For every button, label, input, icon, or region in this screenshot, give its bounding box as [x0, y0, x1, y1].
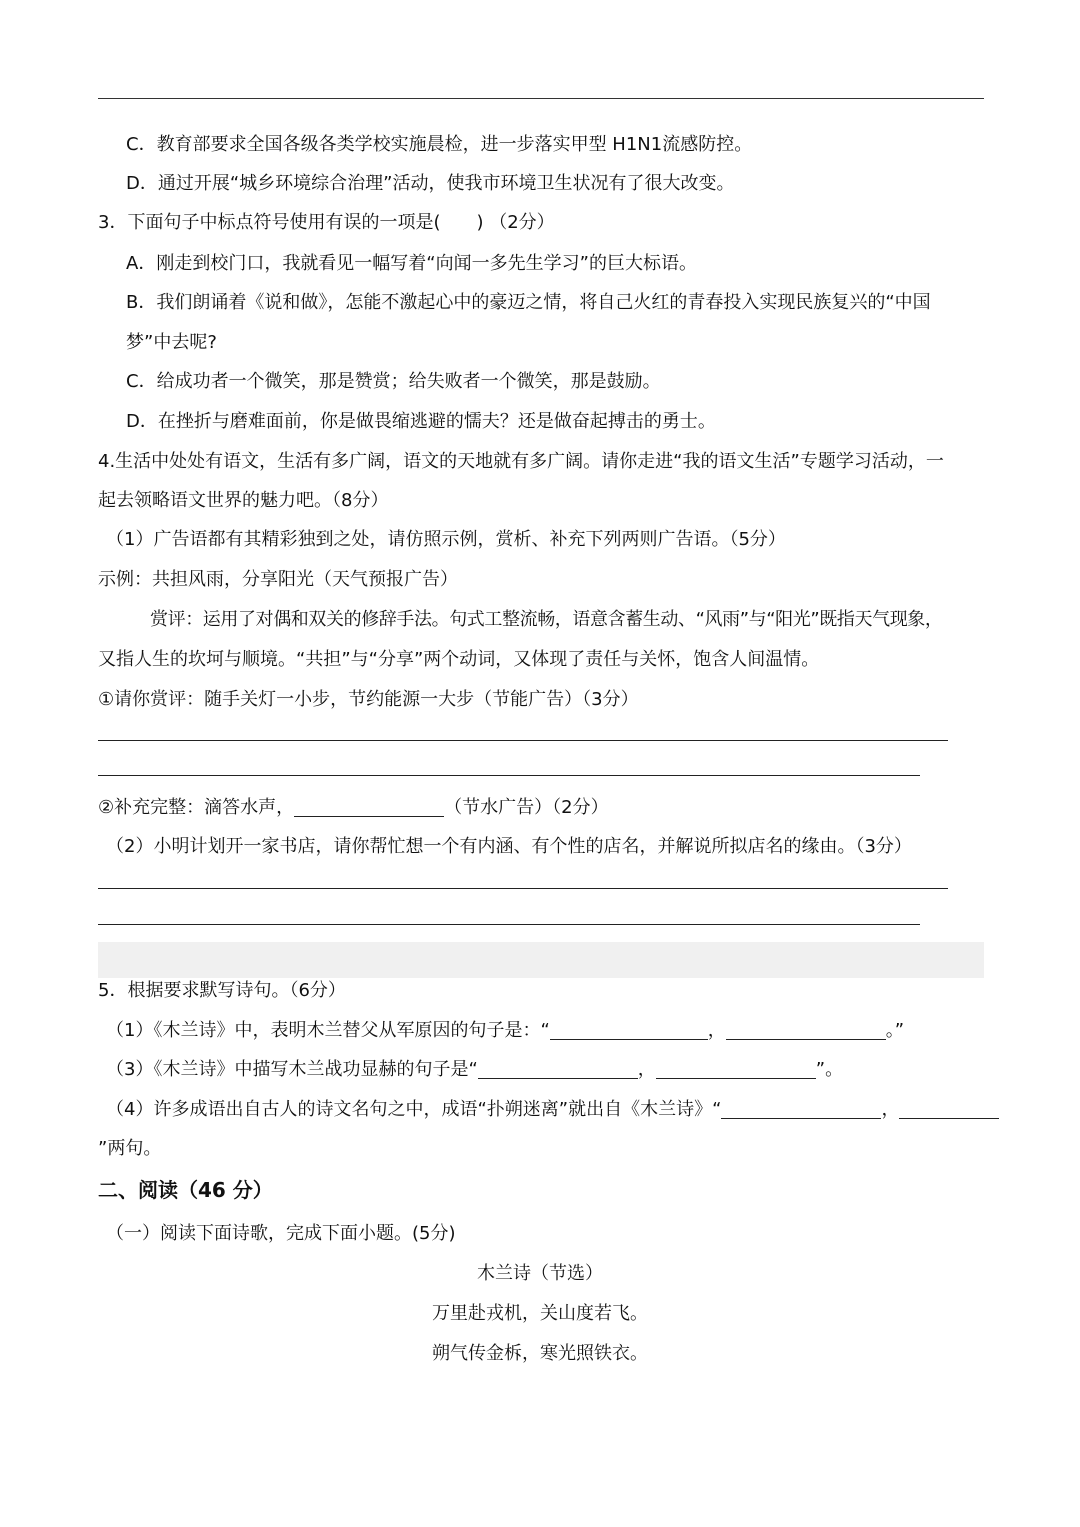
- poem-line-2: 朔气传金柝，寒光照铁衣。: [432, 1343, 648, 1364]
- q5-item4: [106, 1098, 999, 1122]
- q3-option-a: A．刚走到校门口，我就看见一幅写着“向闻一多先生学习”的巨大标语。: [126, 253, 697, 274]
- q5-item4-blank-2[interactable]: [899, 1098, 999, 1119]
- q5-item4-tail: ”两句。: [98, 1138, 162, 1159]
- q4-item2-blank[interactable]: [294, 796, 444, 817]
- q5-item1-blank-2[interactable]: [726, 1019, 886, 1040]
- q5-item1-suffix: 。”: [885, 1020, 905, 1041]
- q4-item1: ①请你赏评：随手关灯一小步，节约能源一大步（节能广告）（3分）: [98, 689, 639, 710]
- q3-stem: 3．下面句子中标点符号使用有误的一项是( ) （2分）: [98, 212, 555, 233]
- q5-item4-prefix: （4）许多成语出自古人的诗文名句之中，成语“扑朔迷离”就出自《木兰诗》“: [106, 1099, 722, 1120]
- q4-item2-suffix: （节水广告）（2分）: [444, 797, 609, 818]
- q5-item4-blank-1[interactable]: [721, 1098, 881, 1119]
- q5-item3-suffix: ”。: [815, 1059, 844, 1080]
- q5-item4-sep: ，: [881, 1099, 900, 1120]
- q5-item1: [106, 1019, 904, 1043]
- q5-item3-sep: ，: [637, 1059, 656, 1080]
- q3-option-d: D．在挫折与磨难面前，你是做畏缩逃避的懦夫？还是做奋起搏击的勇士。: [126, 411, 716, 432]
- q5-item1-sep: ，: [707, 1020, 726, 1041]
- q5-stem: 5．根据要求默写诗句。（6分）: [98, 980, 346, 1001]
- q4-stem-line2: 起去领略语文世界的魅力吧。（8分）: [98, 490, 389, 511]
- q4-item1-answer-line-2[interactable]: [98, 775, 920, 776]
- q4-comment-line1: 赏评：运用了对偶和双关的修辞手法。句式工整流畅，语意含蓄生动、“风雨”与“阳光”既指天气现象，: [150, 609, 943, 630]
- q4-comment-line2: 又指人生的坎坷与顺境。“共担”与“分享”两个动词，又体现了责任与关怀，饱含人间温情。: [98, 649, 820, 670]
- q4-item2: [98, 796, 609, 820]
- q5-item3-blank-1[interactable]: [478, 1058, 638, 1079]
- reading-section-title: 二、阅读（46 分）: [98, 1178, 273, 1202]
- q4-item1-answer-line-1[interactable]: [98, 740, 948, 741]
- q5-item3-blank-2[interactable]: [656, 1058, 816, 1079]
- q4-part1-stem: （1）广告语都有其精彩独到之处，请仿照示例，赏析、补充下列两则广告语。（5分）: [106, 529, 786, 550]
- reading-part1-stem: （一）阅读下面诗歌，完成下面小题。(5分): [106, 1223, 456, 1244]
- q5-item1-prefix: （1）《木兰诗》中，表明木兰替父从军原因的句子是：“: [106, 1020, 550, 1041]
- q3-option-c: C．给成功者一个微笑，那是赞赏；给失败者一个微笑，那是鼓励。: [126, 371, 661, 392]
- header-rule: [98, 98, 984, 99]
- q5-item3-prefix: （3）《木兰诗》中描写木兰战功显赫的句子是“: [106, 1059, 478, 1080]
- q4-stem-line1: 4.生活中处处有语文，生活有多广阔，语文的天地就有多广阔。请你走进“我的语文生活”专题学习活动，一: [98, 451, 944, 472]
- q2-option-d: D．通过开展“城乡环境综合治理”活动，使我市环境卫生状况有了很大改变。: [126, 173, 735, 194]
- q4-part2-stem: （2）小明计划开一家书店，请你帮忙想一个有内涵、有个性的店名，并解说所拟店名的缘由。（3分）: [106, 836, 912, 857]
- q4-part2-answer-line-2[interactable]: [98, 924, 920, 925]
- q4-item2-prefix: ②补充完整：滴答水声，: [98, 797, 295, 818]
- gray-band: [98, 942, 984, 978]
- q2-option-c: C．教育部要求全国各级各类学校实施晨检，进一步落实甲型 H1N1流感防控。: [126, 134, 753, 155]
- q3-option-b-line1: B．我们朗诵着《说和做》，怎能不激起心中的豪迈之情，将自己火红的青春投入实现民族复兴的“中国: [126, 292, 931, 313]
- q3-option-b-line2: 梦”中去呢?: [126, 332, 217, 353]
- q5-item1-blank-1[interactable]: [550, 1019, 708, 1040]
- poem-line-1: 万里赴戎机，关山度若飞。: [432, 1303, 648, 1324]
- q4-part2-answer-line-1[interactable]: [98, 888, 948, 889]
- poem-title: 木兰诗（节选）: [477, 1263, 603, 1284]
- q4-example: 示例：共担风雨，分享阳光（天气预报广告）: [98, 569, 458, 590]
- q5-item3: [106, 1058, 843, 1082]
